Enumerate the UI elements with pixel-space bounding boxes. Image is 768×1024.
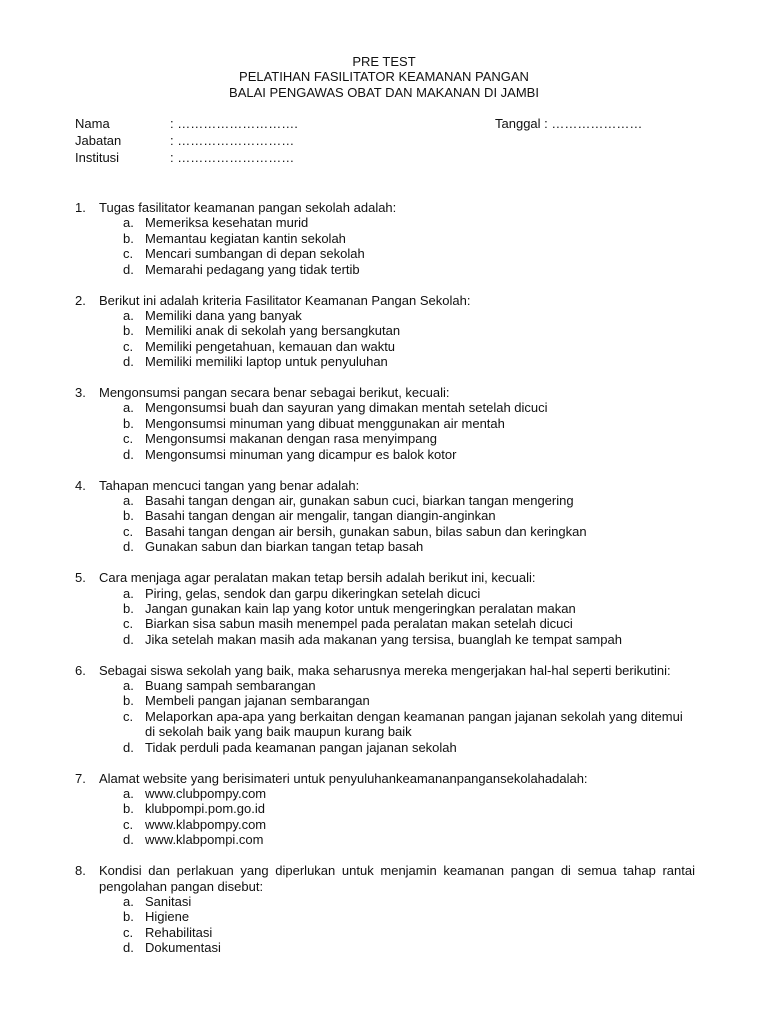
question-text: Sebagai siswa sekolah yang baik, maka seharusnya mereka mengerjakan hal-hal seperti berikutini: xyxy=(99,662,671,678)
option-letter: c. xyxy=(123,431,134,447)
option-letter: c. xyxy=(123,924,134,940)
header-institution: BALAI PENGAWAS OBAT DAN MAKANAN DI JAMBI xyxy=(229,84,539,100)
question-item xyxy=(75,385,695,462)
option-text: Mengonsumsi makanan dengan rasa menyimpang xyxy=(145,431,437,447)
question-number: 7. xyxy=(75,770,86,786)
option-text: Rehabilitasi xyxy=(145,924,213,940)
option-text: Membeli pangan jajanan sembarangan xyxy=(145,693,370,709)
option-letter: c. xyxy=(123,338,134,354)
jabatan-row xyxy=(75,133,695,150)
option-letter: b. xyxy=(123,230,134,246)
option-text: Memiliki memiliki laptop untuk penyuluhan xyxy=(145,354,388,370)
option-text: Mengonsumsi minuman yang dibuat menggunakan air mentah xyxy=(145,415,505,431)
option-letter: d. xyxy=(123,739,134,755)
question-number: 5. xyxy=(75,570,86,586)
option-text: Basahi tangan dengan air, gunakan sabun cuci, biarkan tangan mengering xyxy=(145,493,574,508)
question-row xyxy=(75,570,695,585)
option-text: Biarkan sisa sabun masih menempel pada peralatan makan setelah dicuci xyxy=(145,616,573,632)
option-text: Memiliki dana yang banyak xyxy=(145,307,302,323)
institusi-field[interactable]: : ……………………… xyxy=(170,150,295,165)
question-row xyxy=(75,293,695,308)
answer-option[interactable] xyxy=(75,400,695,415)
option-letter: c. xyxy=(123,708,134,724)
option-text: Memiliki anak di sekolah yang bersangkutan xyxy=(145,323,401,339)
answer-option[interactable] xyxy=(75,586,695,601)
option-text: www.clubpompy.com xyxy=(145,786,267,801)
option-letter: b. xyxy=(123,801,134,817)
answer-option[interactable] xyxy=(75,508,695,523)
option-letter: d. xyxy=(123,446,134,462)
question-item xyxy=(75,478,695,555)
option-text: Mencari sumbangan di depan sekolah xyxy=(145,246,365,262)
question-list xyxy=(75,200,695,971)
option-text: Higiene xyxy=(145,909,190,925)
answer-option[interactable] xyxy=(75,354,695,369)
answer-option[interactable] xyxy=(75,416,695,431)
option-letter: d. xyxy=(123,539,134,555)
question-number: 6. xyxy=(75,662,86,678)
option-letter: c. xyxy=(123,523,134,539)
nama-label: Nama xyxy=(75,116,110,131)
answer-option[interactable] xyxy=(75,447,695,462)
option-letter: d. xyxy=(123,631,134,647)
option-letter: a. xyxy=(123,585,134,601)
option-letter: b. xyxy=(123,323,134,339)
option-text: www.klabpompi.com xyxy=(145,832,264,848)
option-letter: a. xyxy=(123,307,134,323)
answer-option[interactable] xyxy=(75,909,695,924)
nama-row xyxy=(75,116,695,133)
answer-option[interactable] xyxy=(75,339,695,354)
option-text: Jika setelah makan masih ada makanan yang tersisa, buanglah ke tempat sampah xyxy=(145,631,622,647)
answer-option[interactable] xyxy=(75,215,695,230)
option-text: Piring, gelas, sendok dan garpu dikeringkan setelah dicuci xyxy=(145,585,481,601)
option-text: Mengonsumsi minuman yang dicampur es balok kotor xyxy=(145,446,457,462)
option-letter: a. xyxy=(123,786,134,801)
answer-option[interactable] xyxy=(75,832,695,847)
question-item xyxy=(75,771,695,848)
question-row xyxy=(75,771,695,786)
jabatan-label: Jabatan xyxy=(75,133,122,148)
question-row xyxy=(75,200,695,215)
header-title: PRE TEST xyxy=(352,54,416,69)
question-row xyxy=(75,863,695,894)
identity-block xyxy=(75,116,695,167)
question-text: Berikut ini adalah kriteria Fasilitator Keamanan Pangan Sekolah: xyxy=(99,292,471,308)
option-text: Basahi tangan dengan air bersih, gunakan sabun, bilas sabun dan keringkan xyxy=(145,523,587,539)
option-letter: b. xyxy=(123,909,134,925)
question-number: 2. xyxy=(75,292,86,308)
question-item xyxy=(75,863,695,955)
answer-option[interactable] xyxy=(75,231,695,246)
institusi-label: Institusi xyxy=(75,150,120,165)
question-row xyxy=(75,663,695,678)
option-letter: b. xyxy=(123,415,134,431)
option-text: Buang sampah sembarangan xyxy=(145,678,316,694)
option-letter: c. xyxy=(123,616,134,632)
answer-option[interactable] xyxy=(75,323,695,338)
question-text: Alamat website yang berisimateri untuk penyuluhankeamananpangansekolahadalah: xyxy=(99,770,588,786)
option-text: Sanitasi xyxy=(145,893,192,909)
option-text: klubpompi.pom.go.id xyxy=(145,801,265,817)
answer-option[interactable] xyxy=(75,431,695,446)
option-letter: d. xyxy=(123,832,134,848)
question-number: 3. xyxy=(75,385,86,401)
option-letter: d. xyxy=(123,940,134,956)
question-text: Mengonsumsi pangan secara benar sebagai berikut, kecuali: xyxy=(99,385,450,401)
answer-option[interactable] xyxy=(75,786,695,801)
answer-option[interactable] xyxy=(75,709,695,740)
answer-option[interactable] xyxy=(75,740,695,755)
nama-field[interactable]: : ………………………. xyxy=(170,116,298,131)
answer-option[interactable] xyxy=(75,493,695,508)
option-letter: d. xyxy=(123,354,134,370)
option-letter: c. xyxy=(123,816,134,832)
answer-option[interactable] xyxy=(75,524,695,539)
question-text: Kondisi dan perlakuan yang diperlukan untuk menjamin keamanan pangan di semua tahap rantai pengolahan pangan disebut: xyxy=(99,863,695,894)
option-text: Memeriksa kesehatan murid xyxy=(145,215,309,231)
option-letter: a. xyxy=(123,893,134,909)
option-text: Memarahi pedagang yang tidak tertib xyxy=(145,261,360,277)
question-row xyxy=(75,385,695,400)
option-text: Memantau kegiatan kantin sekolah xyxy=(145,230,346,246)
option-text: Mengonsumsi buah dan sayuran yang dimakan mentah setelah dicuci xyxy=(145,400,548,416)
question-number: 4. xyxy=(75,477,86,493)
answer-option[interactable] xyxy=(75,616,695,631)
question-number: 8. xyxy=(75,863,86,879)
answer-option[interactable] xyxy=(75,539,695,554)
question-item xyxy=(75,200,695,277)
question-row xyxy=(75,478,695,493)
question-item xyxy=(75,570,695,647)
answer-option[interactable] xyxy=(75,262,695,277)
option-letter: a. xyxy=(123,215,134,231)
option-letter: b. xyxy=(123,508,134,524)
option-text: www.klabpompy.com xyxy=(145,816,267,832)
answer-option[interactable] xyxy=(75,817,695,832)
question-item xyxy=(75,293,695,370)
answer-option[interactable] xyxy=(75,925,695,940)
jabatan-field[interactable]: : ……………………… xyxy=(170,133,295,148)
answer-option[interactable] xyxy=(75,308,695,323)
option-text: Dokumentasi xyxy=(145,940,221,956)
question-text: Tugas fasilitator keamanan pangan sekolah adalah: xyxy=(99,200,397,215)
option-text: Tidak perduli pada keamanan pangan jajanan sekolah xyxy=(145,739,457,755)
option-text: Jangan gunakan kain lap yang kotor untuk mengeringkan peralatan makan xyxy=(145,600,576,616)
question-text: Cara menjaga agar peralatan makan tetap bersih adalah berikut ini, kecuali: xyxy=(99,570,536,586)
option-letter: b. xyxy=(123,693,134,709)
question-item xyxy=(75,663,695,755)
option-letter: d. xyxy=(123,261,134,277)
document-header xyxy=(0,54,768,100)
answer-option[interactable] xyxy=(75,678,695,693)
option-letter: b. xyxy=(123,600,134,616)
tanggal-field[interactable]: Tanggal : ………………… xyxy=(495,116,643,131)
answer-option[interactable] xyxy=(75,632,695,647)
answer-option[interactable] xyxy=(75,894,695,909)
option-letter: a. xyxy=(123,400,134,416)
option-letter: a. xyxy=(123,493,134,508)
option-text: Gunakan sabun dan biarkan tangan tetap basah xyxy=(145,539,424,555)
answer-option[interactable] xyxy=(75,246,695,261)
option-text: Memiliki pengetahuan, kemauan dan waktu xyxy=(145,338,396,354)
answer-option[interactable] xyxy=(75,693,695,708)
option-text: Basahi tangan dengan air mengalir, tangan diangin-anginkan xyxy=(145,508,496,524)
header-subtitle: PELATIHAN FASILITATOR KEAMANAN PANGAN xyxy=(239,69,529,85)
answer-option[interactable] xyxy=(75,801,695,816)
option-letter: c. xyxy=(123,246,134,262)
option-text: Melaporkan apa-apa yang berkaitan dengan keamanan pangan jajanan sekolah yang ditemui di sekolah baik yang baik maupun kurang baik xyxy=(145,708,683,740)
question-text: Tahapan mencuci tangan yang benar adalah: xyxy=(99,477,360,493)
question-number: 1. xyxy=(75,200,86,215)
option-letter: a. xyxy=(123,678,134,694)
answer-option[interactable] xyxy=(75,940,695,955)
answer-option[interactable] xyxy=(75,601,695,616)
institusi-row xyxy=(75,150,695,167)
